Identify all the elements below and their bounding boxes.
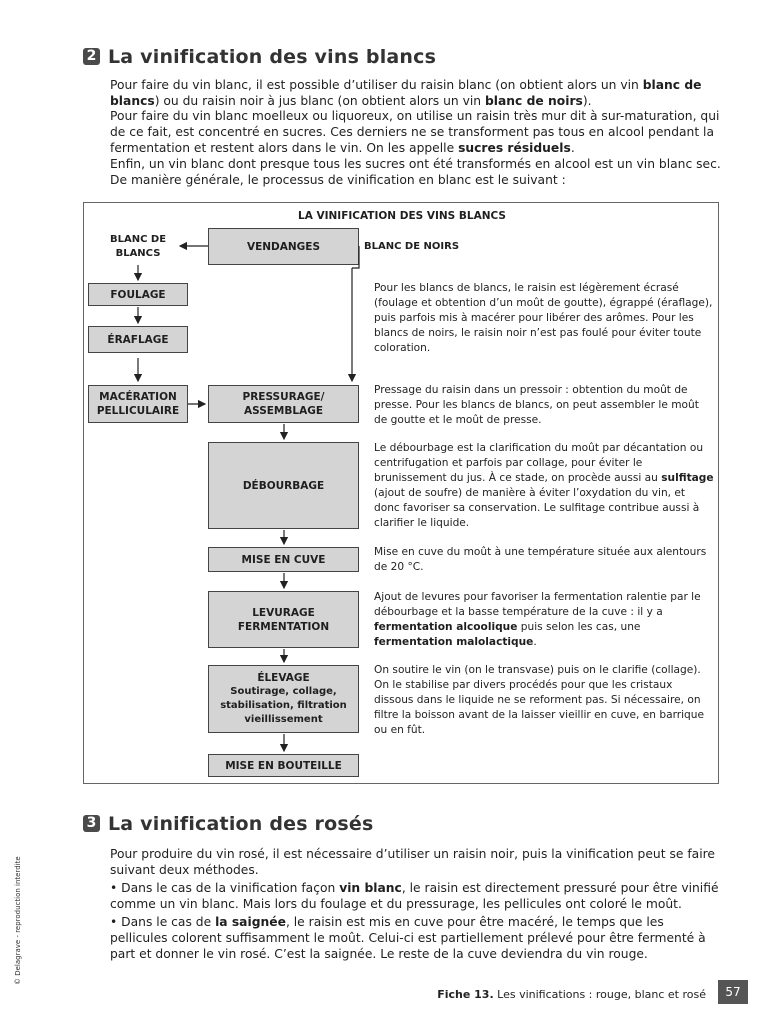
box-pressurage: PRESSURAGE/ ASSEMBLAGE — [208, 385, 359, 423]
section-number-badge: 2 — [83, 48, 100, 65]
paragraph: Pour faire du vin blanc, il est possible d’utiliser du raisin blanc (on obtient alors un vin blanc de blancs) ou du raisin noir à jus blanc (on obtient alors un vin blanc de noirs). — [110, 78, 702, 108]
elevage-title: ÉLEVAGE — [257, 672, 310, 684]
paragraph: Pour produire du vin rosé, il est nécessaire d’utiliser un raisin noir, puis la vinification peut se faire suivant deux méthodes. — [110, 847, 715, 877]
section-number-badge: 3 — [83, 815, 100, 832]
page-footer — [437, 988, 706, 1001]
paragraph: Enfin, un vin blanc dont presque tous les sucres ont été transformés en alcool est un vin blanc sec. — [110, 157, 721, 171]
box-eraflage: ÉRAFLAGE — [88, 326, 188, 353]
label-blanc-de-blancs: BLANC DE BLANCS — [109, 234, 167, 259]
section-title: La vinification des vins blancs — [108, 46, 437, 68]
note-levurage: Ajout de levures pour favoriser la fermentation ralentie par le débourbage et la basse température de la cuve : il y a fermentation alcoolique puis selon les cas, une fermentation malolactique. — [374, 591, 701, 648]
elevage-detail: Soutirage, collage, stabilisation, filtration vieillissement — [220, 686, 347, 725]
box-foulage: FOULAGE — [88, 283, 188, 306]
label-blanc-de-noirs: BLANC DE NOIRS — [364, 241, 460, 252]
box-vendanges: VENDANGES — [208, 228, 359, 265]
paragraph: • Dans le cas de la vinification façon vin blanc, le raisin est directement pressuré pour être vinifié comme un vin blanc. Mais lors du foulage et du pressurage, les pellicules ont coloré le moût. — [110, 881, 719, 911]
note-mise-en-cuve: Mise en cuve du moût à une température située aux alentours de 20 °C. — [374, 546, 707, 573]
page-number: 57 — [718, 980, 748, 1004]
vinification-flowchart — [83, 202, 719, 784]
box-maceration: MACÉRATION PELLICULAIRE — [88, 385, 188, 423]
note-pressurage: Pressage du raisin dans un pressoir : obtention du moût de presse. Pour les blancs de blancs, on peut assembler le moût de goutte et le moût de presse. — [374, 384, 699, 426]
paragraph: • Dans le cas de la saignée, le raisin est mis en cuve pour être macéré, le temps que les pellicules colorent suffisamment le moût. Celui-ci est partiellement prélevé pour être fermenté à part et donner le vin rosé. C’est la saignée. Le reste de la cuve deviendra du vin rouge. — [110, 915, 706, 961]
section-title: La vinification des rosés — [108, 813, 374, 835]
box-mise-en-cuve: MISE EN CUVE — [208, 547, 359, 572]
paragraph: De manière générale, le processus de vinification en blanc est le suivant : — [110, 173, 566, 187]
note-elevage: On soutire le vin (on le transvase) puis on le clarifie (collage). On le stabilise par divers procédés pour que les cristaux dissous dans le liquide ne se reforment pas. Si nécessaire, on filtre la boisson avant de la laisser vieillir en cuve, en barrique ou en fût. — [374, 664, 705, 736]
fiche-label: Fiche 13. — [437, 988, 494, 1001]
box-levurage: LEVURAGE FERMENTATION — [208, 591, 359, 648]
note-debourbage: Le débourbage est la clarification du moût par décantation ou centrifugation et parfois par collage, pour éviter le brunissement du jus. À ce stade, on procède aussi au sulfitage (ajout de soufre) de manière à éviter l’oxydation du vin, et donc favoriser sa conservation. Le sulfitage contribue aussi à clarifier le liquide. — [374, 442, 714, 529]
paragraph: Pour faire du vin blanc moelleux ou liquoreux, on utilise un raisin très mur dit à sur-maturation, qui de ce fait, est concentré en sucres. Ces derniers ne se transforment pas tous en alcool pendant la fermentation et restent alors dans le vin. On les appelle sucres résiduels. — [110, 109, 720, 155]
diagram-title: LA VINIFICATION DES VINS BLANCS — [298, 210, 506, 222]
note-blancs: Pour les blancs de blancs, le raisin est légèrement écrasé (foulage et obtention d’un moût de goutte), égrappé (éraflage), puis parfois mis à macérer pour libérer des arômes. Pour les blancs de noirs, le raisin noir n’est pas foulé pour éviter toute coloration. — [374, 282, 713, 354]
box-mise-en-bouteille: MISE EN BOUTEILLE — [208, 754, 359, 777]
box-debourbage: DÉBOURBAGE — [208, 442, 359, 529]
chapter-title: Les vinifications : rouge, blanc et rosé — [493, 988, 706, 1001]
copyright-notice: © Delagrave - reproduction interdite — [14, 856, 22, 985]
